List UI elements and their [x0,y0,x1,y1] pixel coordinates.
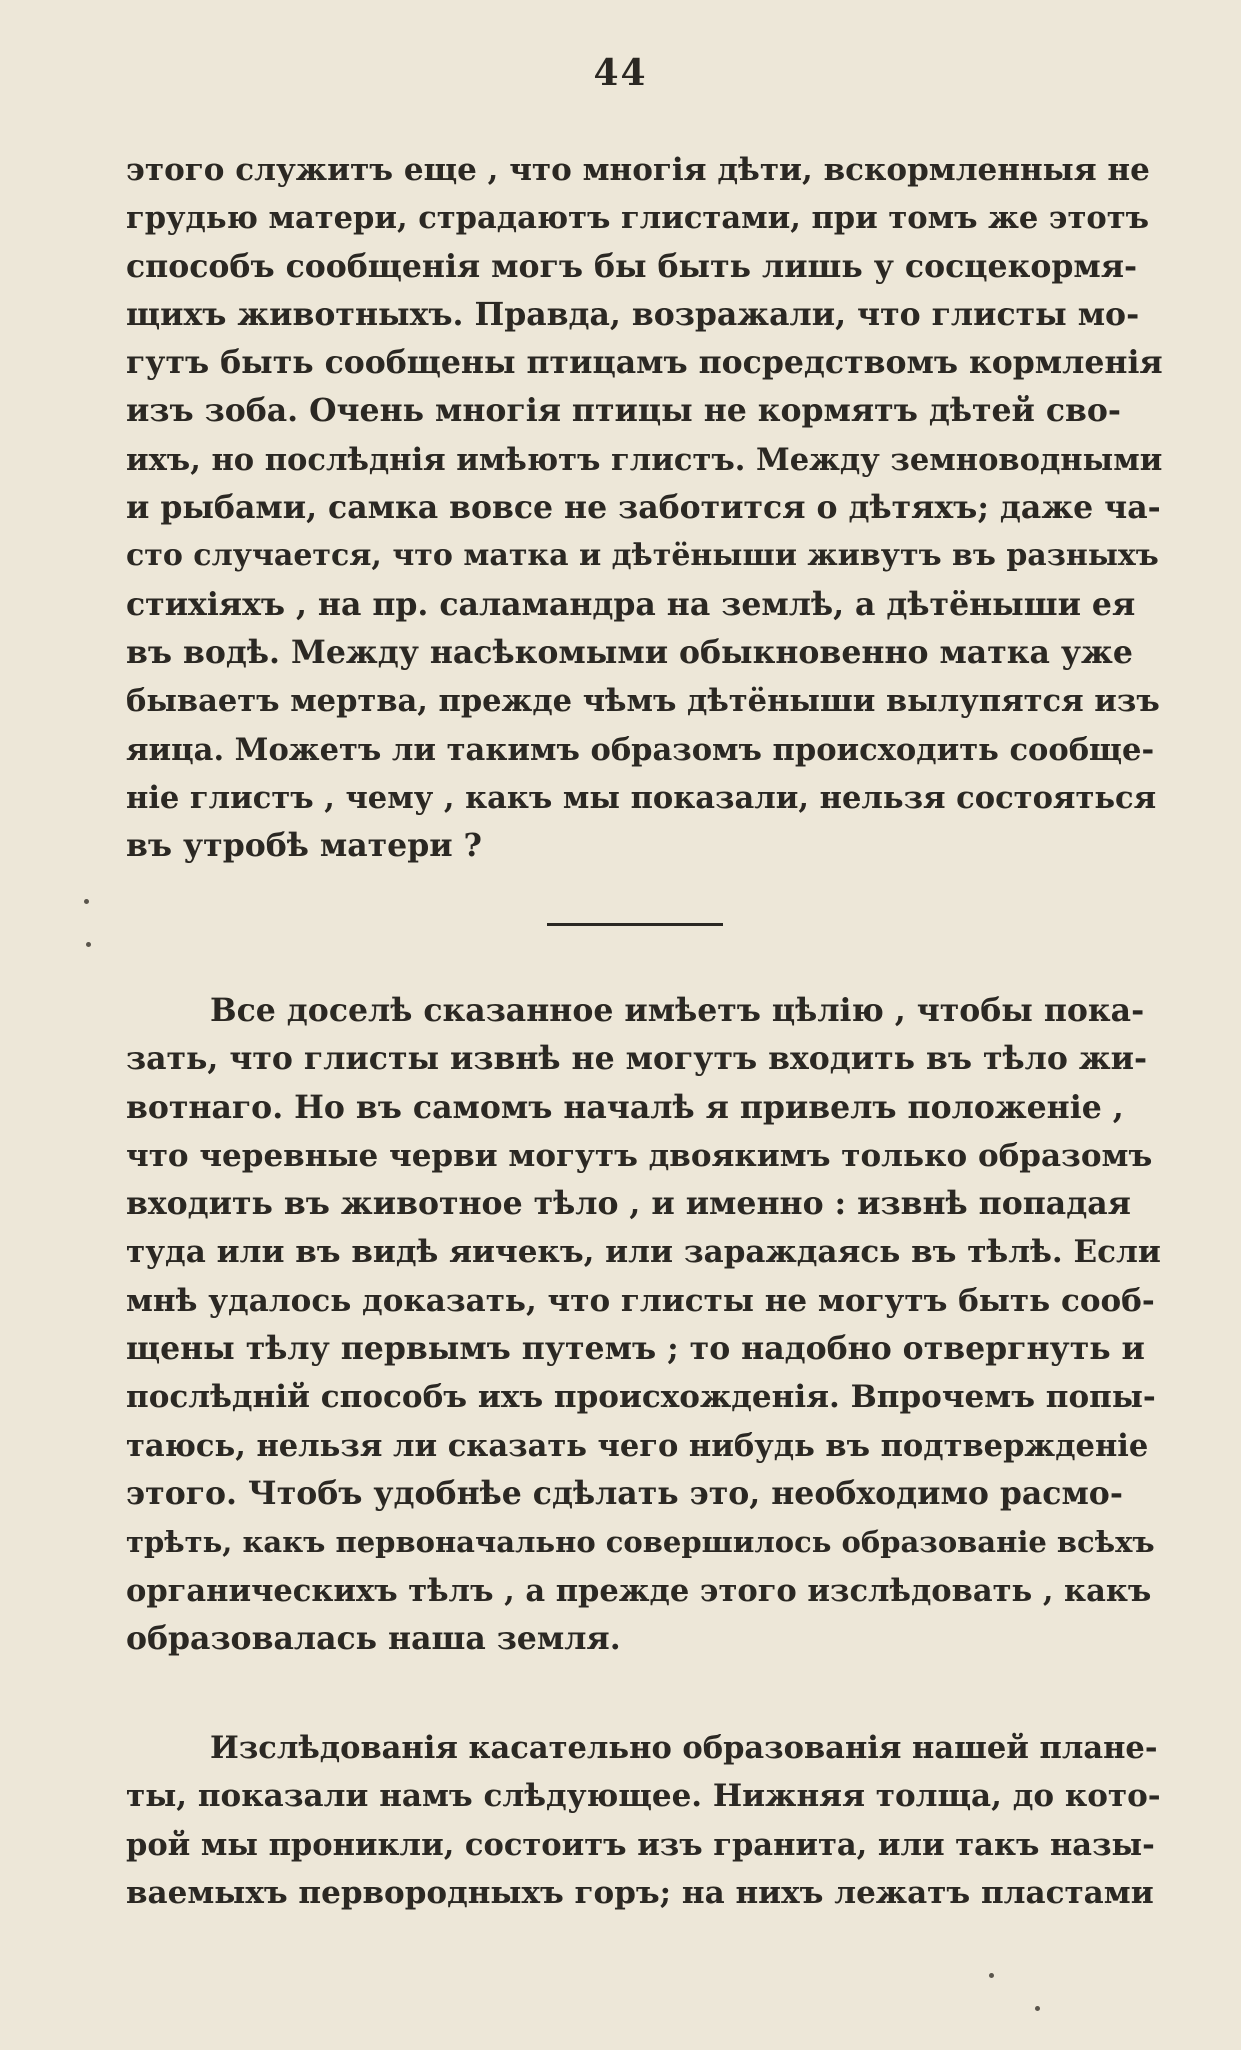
paragraph-2 [126,987,1163,1663]
text-line: сто случается, что матка и дѣтёныши живутъ въ разныхъ [126,538,1159,574]
paragraph-1 [126,146,1163,870]
text-line: бываетъ мертва, прежде чѣмъ дѣтёныши вылупятся изъ [126,683,1160,720]
text-line: въ водѣ. Между насѣкомыми обыкновенно матка уже [126,633,1133,671]
paper-speck [86,942,91,947]
text-line: грудью матери, страдаютъ глистами, при томъ же этотъ [126,200,1150,237]
text-line: изъ зоба. Очень многія птицы не кормятъ дѣтей сво- [126,392,1122,430]
text-line: Все доселѣ сказанное имѣетъ цѣлію , чтобы пока- [210,992,1145,1029]
text-line: что черевные черви могутъ двоякимъ только образомъ [126,1137,1153,1174]
text-line: ніе глистъ , чему , какъ мы показали, нельзя состояться [126,779,1157,816]
text-line: щены тѣлу первымъ путемъ ; то надобно отвергнуть и [126,1330,1145,1368]
text-line: ихъ, но послѣднія имѣютъ глистъ. Между земноводными [126,441,1163,478]
text-line: входить въ животное тѣло , и именно : извнѣ попадая [126,1185,1131,1223]
text-line: трѣть, какъ первоначально совершилось образованіе всѣхъ [126,1525,1155,1560]
text-line: гутъ быть сообщены птицамъ посредствомъ кормленія [126,344,1163,382]
text-line: и рыбами, самка вовсе не заботится о дѣтяхъ; даже ча- [126,489,1161,527]
section-divider [547,923,723,926]
text-line: послѣдній способъ ихъ происхожденія. Впрочемъ попы- [126,1379,1156,1416]
text-line: образовалась наша земля. [126,1619,621,1657]
text-line: ваемыхъ первородныхъ горъ; на нихъ лежатъ пластами [126,1874,1154,1911]
text-line: этого. Чтобъ удобнѣе сдѣлать это, необходимо расмо- [126,1474,1123,1512]
text-line: въ утробѣ матери ? [126,827,483,865]
text-line: стихіяхъ , на пр. саламандра на землѣ, а дѣтёныши ея [126,585,1136,623]
text-line: Изслѣдованія касательно образованія нашей плане- [210,1730,1158,1766]
paper-speck [989,1973,994,1978]
text-line: туда или въ видѣ яичекъ, или зараждаясь въ тѣлѣ. Если [126,1234,1161,1271]
page-number: 44 [593,52,648,94]
paper-speck [84,899,89,904]
text-line: мнѣ удалось доказать, что глисты не могутъ быть сооб- [126,1282,1155,1319]
text-line: вотнаго. Но въ самомъ началѣ я привелъ положеніе , [126,1088,1124,1126]
text-line: способъ сообщенія могъ бы быть лишь у сосцекормя- [126,247,1138,285]
text-line: органическихъ тѣлъ , а прежде этого изслѣдовать , какъ [126,1572,1152,1609]
text-line: этого служитъ еще , что многія дѣти, вскормленныя не [126,152,1150,188]
paragraph-3 [126,1724,1163,1917]
text-line: зать, что глисты извнѣ не могутъ входить въ тѣло жи- [126,1040,1148,1078]
text-line: яица. Можетъ ли такимъ образомъ происходить сообще- [126,731,1155,768]
paper-speck [1035,2006,1040,2011]
text-line: таюсь, нельзя ли сказать чего нибудь въ подтвержденіе [126,1427,1149,1464]
text-line: ты, показали намъ слѣдующее. Нижняя толща, до кото- [126,1778,1161,1815]
text-line: рой мы проникли, состоитъ изъ гранита, или такъ назы- [126,1826,1155,1863]
text-line: щихъ животныхъ. Правда, возражали, что глисты мо- [126,295,1140,333]
